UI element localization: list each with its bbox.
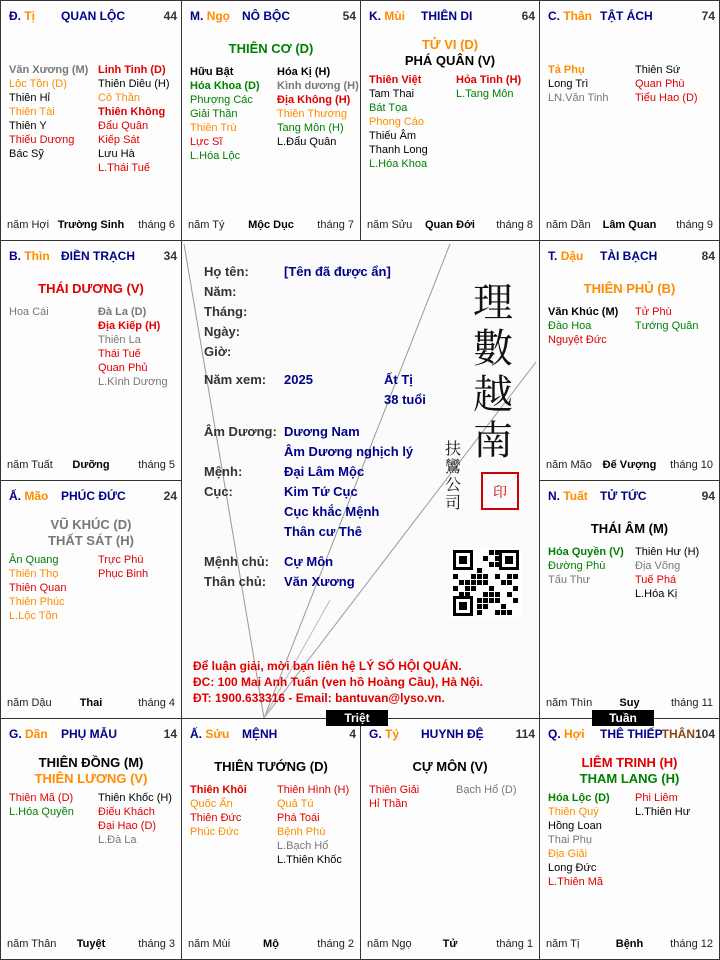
star-list-left xyxy=(190,783,247,839)
star-list-right xyxy=(98,553,148,581)
palace-stem: T. Dậu xyxy=(548,249,584,263)
minor-star: Tiểu Hao (D) xyxy=(635,92,698,104)
minor-star: Thiên Diêu (H) xyxy=(98,78,170,90)
contact-line: ĐT: 1900.633316 - Email: bantuvan@lyso.vn. xyxy=(193,691,445,705)
palace-number: 114 xyxy=(515,727,535,741)
contact-info xyxy=(193,658,483,706)
main-star: PHÁ QUÂN (V) xyxy=(404,53,496,68)
palace-name: THIÊN DI xyxy=(421,9,473,23)
palace-name: ĐIỀN TRẠCH xyxy=(61,249,135,263)
cell-month: tháng 6 xyxy=(138,219,175,231)
minor-star: Văn Khúc (M) xyxy=(548,306,619,318)
palace-stem: Ấ. Mão xyxy=(9,489,49,503)
minor-star: Hữu Bật xyxy=(190,66,234,78)
star-list-left xyxy=(369,73,428,171)
star-list-left xyxy=(548,63,609,105)
info-label: Mệnh chủ: xyxy=(204,554,269,569)
minor-star: Thiên Khốc (H) xyxy=(98,792,172,804)
seal-stamp: 印 xyxy=(481,472,519,510)
minor-star: Thiên Hư (H) xyxy=(635,546,700,558)
minor-star: Thiên Không xyxy=(98,106,166,118)
minor-star: Thiên Quan xyxy=(9,582,67,594)
cell-phase: Tử xyxy=(442,938,458,950)
cell-phase: Trường Sinh xyxy=(57,219,125,231)
minor-star: Đà La (D) xyxy=(98,306,147,318)
calligraphy-title xyxy=(473,280,513,464)
info-label: Cục: xyxy=(204,484,233,499)
minor-star: Tam Thai xyxy=(369,88,415,100)
cell-year: năm Tý xyxy=(188,219,225,231)
cell-phase: Mộc Dục xyxy=(248,219,294,231)
palace-ngo xyxy=(181,0,361,241)
palace-number: 54 xyxy=(342,9,356,23)
minor-star: Đẩu Quân xyxy=(98,120,149,132)
cell-phase: Mộ xyxy=(263,938,279,950)
star-list-right xyxy=(456,783,517,797)
cell-phase: Quan Đới xyxy=(425,219,475,231)
info-label: Năm: xyxy=(204,284,237,299)
minor-star: Tướng Quân xyxy=(635,320,699,332)
contact-line: ĐC: 100 Mai Anh Tuấn (ven hồ Hoàng Cầu), Hà Nội. xyxy=(193,675,484,689)
minor-star: Long Trì xyxy=(548,78,589,90)
minor-star: Thiên Tài xyxy=(9,106,55,118)
minor-star: L.Hóa Lộc xyxy=(190,150,241,162)
minor-star: Đường Phù xyxy=(548,560,606,572)
info-value: 2025 xyxy=(284,372,313,387)
info-value: Thân cư Thê xyxy=(284,524,363,539)
palace-suu xyxy=(181,718,361,960)
minor-star: Phong Cáo xyxy=(369,116,425,128)
minor-star: Hóa Kị (H) xyxy=(277,66,331,78)
contact-line: Để luận giải, mời bạn liên hệ LÝ SỐ HỘI QUÁN. xyxy=(193,659,462,673)
minor-star: L.Hóa Khoa xyxy=(369,158,428,170)
cell-year: năm Dần xyxy=(546,219,591,231)
minor-star: Hóa Quyền (V) xyxy=(548,546,624,558)
minor-star: Quốc Ấn xyxy=(190,798,233,810)
cell-year: năm Hợi xyxy=(7,219,50,231)
info-value: Cục khắc Mệnh xyxy=(284,504,380,519)
palace-stem: G. Tý xyxy=(369,727,400,741)
main-star: TỬ VI (D) xyxy=(421,37,479,52)
minor-star: Lưu Hà xyxy=(98,148,135,160)
star-list-right xyxy=(635,545,699,601)
star-list-right xyxy=(277,65,359,149)
palace-stem: G. Dần xyxy=(9,727,48,741)
minor-star: Địa Không (H) xyxy=(277,94,351,106)
palace-name: MỆNH xyxy=(242,727,278,741)
minor-star: Thiên Khôi xyxy=(190,784,247,796)
palace-stem: B. Thìn xyxy=(9,249,50,263)
palace-dau xyxy=(539,240,720,481)
minor-star: Lộc Tồn (D) xyxy=(9,78,67,90)
minor-star: Hoa Cái xyxy=(9,306,49,318)
palace-name: PHÚC ĐỨC xyxy=(61,489,126,503)
minor-star: Văn Xương (M) xyxy=(9,64,89,76)
minor-star: L.Hóa Kị xyxy=(635,588,678,600)
calligraphy-char: 南 xyxy=(473,418,513,464)
cell-year: năm Sửu xyxy=(367,219,413,231)
cell-month: tháng 11 xyxy=(670,697,713,709)
minor-star: Kình dương (H) xyxy=(277,80,359,92)
cell-year: năm Mùi xyxy=(188,938,231,950)
calligraphy-char: 扶 xyxy=(445,439,462,458)
cell-month: tháng 9 xyxy=(676,219,713,231)
palace-dan xyxy=(0,718,182,960)
year-name: Ất Tị xyxy=(384,372,413,387)
info-value: Đại Lâm Mộc xyxy=(284,464,365,479)
star-list-right xyxy=(277,783,349,867)
cell-month: tháng 12 xyxy=(670,938,713,950)
star-list-right xyxy=(98,791,172,847)
minor-star: Thiên Việt xyxy=(369,74,422,86)
minor-star: Thanh Long xyxy=(369,144,428,156)
palace-name: TỬ TỨC xyxy=(600,489,647,503)
info-label: Âm Dương: xyxy=(204,424,277,439)
calligraphy-char: 鸞 xyxy=(445,457,462,476)
minor-star: Tang Môn (H) xyxy=(277,122,344,134)
minor-star: Thiên Hỉ xyxy=(9,92,50,104)
tuan-label: Tuần xyxy=(592,710,654,726)
minor-star: L.Thiên Mã xyxy=(548,876,604,888)
minor-star: Tấu Thư xyxy=(548,574,591,586)
center-info-panel xyxy=(181,240,539,718)
star-list-left xyxy=(548,791,610,889)
minor-star: Thiếu Dương xyxy=(9,134,75,146)
minor-star: Bệnh Phù xyxy=(277,826,326,838)
minor-star: Thiên Hình (H) xyxy=(277,784,350,796)
palace-ty xyxy=(360,718,540,960)
main-star: THÁI DƯƠNG (V) xyxy=(38,281,144,296)
minor-star: Bạch Hổ (D) xyxy=(456,784,517,796)
minor-star: Kiếp Sát xyxy=(98,134,140,146)
minor-star: L.Thiên Hư xyxy=(635,806,691,818)
palace-number: 4 xyxy=(349,727,356,741)
palace-stem: M. Ngọ xyxy=(190,9,231,23)
minor-star: Quan Phù xyxy=(635,78,685,90)
cell-phase: Thai xyxy=(79,697,103,709)
cell-month: tháng 3 xyxy=(138,938,175,950)
calligraphy-company xyxy=(445,440,463,512)
main-star: THAM LANG (H) xyxy=(579,771,680,786)
cell-month: tháng 4 xyxy=(138,697,175,709)
minor-star: L.Đà La xyxy=(98,834,137,846)
minor-star: Thiếu Âm xyxy=(369,130,417,142)
cell-phase: Bệnh xyxy=(615,938,644,950)
palace-thin xyxy=(0,240,182,481)
cell-year: năm Ngọ xyxy=(367,938,412,950)
cell-year: năm Tuất xyxy=(7,459,53,471)
minor-star: Ân Quang xyxy=(9,554,59,566)
main-star: THIÊN TƯỚNG (D) xyxy=(214,759,328,774)
info-label: Giờ: xyxy=(204,344,232,359)
palace-mao xyxy=(0,480,182,719)
cell-year: năm Thìn xyxy=(546,697,593,709)
qr-code-icon xyxy=(451,548,521,618)
info-value: Kim Tứ Cục xyxy=(284,484,358,499)
cell-phase: Lâm Quan xyxy=(602,219,657,231)
info-label: Tháng: xyxy=(204,304,248,319)
cell-phase: Suy xyxy=(619,697,640,709)
minor-star: L.Đẩu Quân xyxy=(277,136,337,148)
palace-name: TẬT ÁCH xyxy=(600,9,653,23)
minor-star: Phục Binh xyxy=(98,568,149,580)
minor-star: Phúc Đức xyxy=(190,826,239,838)
minor-star: L.Tang Môn xyxy=(456,88,514,100)
main-star: THÁI ÂM (M) xyxy=(590,521,669,536)
minor-star: Thai Phụ xyxy=(548,834,593,846)
palace-mui xyxy=(360,0,540,241)
cell-phase: Đế Vượng xyxy=(602,459,657,471)
palace-number: 94 xyxy=(701,489,715,503)
minor-star: Bát Tọa xyxy=(369,102,408,114)
minor-star: Thiên Thương xyxy=(277,108,348,120)
minor-star: Phá Toái xyxy=(277,812,320,824)
star-list-right xyxy=(456,73,521,101)
minor-star: Thiên Đức xyxy=(190,812,242,824)
minor-star: Thiên Trù xyxy=(190,122,237,134)
minor-star: Đại Hao (D) xyxy=(98,820,157,832)
minor-star: Thiên Thọ xyxy=(9,568,59,580)
palace-name: HUYNH ĐỆ xyxy=(421,727,484,741)
star-list-left xyxy=(9,553,66,623)
minor-star: Thiên Phúc xyxy=(9,596,65,608)
palace-hoi xyxy=(539,718,720,960)
star-list-left xyxy=(548,545,624,587)
cell-year: năm Tị xyxy=(546,938,580,950)
palace-name: THÊ THIẾP xyxy=(600,727,663,741)
cell-month: tháng 8 xyxy=(496,219,533,231)
palace-number: 34 xyxy=(163,249,177,263)
minor-star: L.Thiên Khốc xyxy=(277,854,342,866)
minor-star: Long Đức xyxy=(548,862,597,874)
minor-star: L.Bạch Hổ xyxy=(277,840,329,852)
cell-month: tháng 2 xyxy=(317,938,354,950)
main-star: CỰ MÔN (V) xyxy=(412,759,488,774)
cell-phase: Tuyệt xyxy=(76,938,106,950)
palace-number: 84 xyxy=(701,249,715,263)
star-list-left xyxy=(9,791,74,819)
cell-year: năm Thân xyxy=(7,938,57,950)
cell-phase: Dưỡng xyxy=(72,459,110,471)
minor-star: Lực Sĩ xyxy=(190,136,223,148)
minor-star: Hóa Khoa (D) xyxy=(190,80,260,92)
minor-star: Địa Võng xyxy=(635,560,681,572)
palace-stem: Ấ. Sửu xyxy=(190,727,230,741)
star-list-left xyxy=(548,305,618,347)
main-star: LIÊM TRINH (H) xyxy=(581,755,678,770)
minor-star: Cô Thần xyxy=(98,92,140,104)
info-label: Năm xem: xyxy=(204,372,267,387)
calligraphy-char: 數 xyxy=(473,326,513,372)
cell-month: tháng 5 xyxy=(138,459,175,471)
minor-star: Thái Tuế xyxy=(98,348,141,360)
cell-month: tháng 1 xyxy=(496,938,533,950)
palace-than xyxy=(539,0,720,241)
calligraphy-char: 理 xyxy=(473,280,513,326)
minor-star: Đào Hoa xyxy=(548,320,592,332)
palace-number: 74 xyxy=(701,9,715,23)
cell-year: năm Mão xyxy=(546,459,592,471)
palace-stem: Đ. Tị xyxy=(9,9,36,23)
minor-star: Địa Giải xyxy=(548,848,588,860)
star-list-right xyxy=(635,791,690,819)
star-list-left xyxy=(369,783,419,811)
palace-stem: N. Tuất xyxy=(548,489,588,503)
star-list-right xyxy=(635,63,698,105)
minor-star: Tuế Phá xyxy=(635,574,677,586)
minor-star: Thiên Giải xyxy=(369,784,420,796)
main-star: THẤT SÁT (H) xyxy=(48,533,134,548)
palace-ti xyxy=(0,0,182,241)
minor-star: Thiên Sứ xyxy=(635,64,681,76)
minor-star: Điếu Khách xyxy=(98,806,155,818)
minor-star: LN.Văn Tinh xyxy=(548,92,609,104)
minor-star: Tử Phù xyxy=(635,306,672,318)
star-list-left xyxy=(9,305,49,319)
calligraphy-char: 越 xyxy=(473,372,513,418)
info-value: Dương Nam xyxy=(284,424,360,439)
minor-star: L.Thái Tuế xyxy=(98,162,150,174)
minor-star: Hỉ Thần xyxy=(369,798,408,810)
star-list-left xyxy=(9,63,88,161)
minor-star: L.Kình Dương xyxy=(98,376,168,388)
palace-name: TÀI BẠCH xyxy=(600,249,658,263)
minor-star: Quan Phủ xyxy=(98,362,148,374)
palace-stem: K. Mùi xyxy=(369,9,406,23)
palace-number: 64 xyxy=(521,9,535,23)
palace-number: 44 xyxy=(163,9,177,23)
info-value: Âm Dương nghịch lý xyxy=(284,444,414,459)
info-label: Ngày: xyxy=(204,324,241,339)
main-star: THIÊN PHỦ (B) xyxy=(583,281,676,296)
minor-star: Linh Tinh (D) xyxy=(98,64,166,76)
palace-number: 104 xyxy=(694,727,715,741)
minor-star: Thiên Mã (D) xyxy=(9,792,74,804)
info-value: [Tên đã được ẩn] xyxy=(284,264,391,279)
cell-year: năm Dậu xyxy=(7,697,52,709)
minor-star: Hỏa Tinh (H) xyxy=(456,74,522,86)
minor-star: Trực Phù xyxy=(98,554,144,566)
age: 38 tuổi xyxy=(384,392,426,407)
minor-star: Địa Kiếp (H) xyxy=(98,320,161,332)
palace-tuat xyxy=(539,480,720,719)
palace-stem: Q. Hợi xyxy=(548,727,585,741)
palace-number: 24 xyxy=(163,489,177,503)
minor-star: L.Lộc Tồn xyxy=(9,610,58,622)
star-list-right xyxy=(98,63,170,175)
minor-star: Quả Tú xyxy=(277,798,314,810)
calligraphy-char: 公 xyxy=(445,475,462,494)
info-value: Văn Xương xyxy=(284,574,355,589)
triet-label: Triệt xyxy=(326,710,388,726)
minor-star: Phi Liêm xyxy=(635,792,678,804)
minor-star: Tả Phụ xyxy=(548,64,585,76)
info-label: Họ tên: xyxy=(204,264,249,279)
info-label: Thân chủ: xyxy=(204,574,267,589)
minor-star: Hóa Lộc (D) xyxy=(548,792,610,804)
palace-number: 14 xyxy=(163,727,177,741)
palace-name: QUAN LỘC xyxy=(61,9,125,23)
minor-star: Thiên Y xyxy=(9,120,47,132)
than-marker: THÂN xyxy=(661,727,695,741)
star-list-right xyxy=(98,305,168,389)
calligraphy-char: 司 xyxy=(445,493,462,512)
minor-star: Thiên La xyxy=(98,334,141,346)
palace-name: PHỤ MẪU xyxy=(61,727,117,741)
info-label: Mệnh: xyxy=(204,464,243,479)
cell-month: tháng 10 xyxy=(670,459,713,471)
star-list-right xyxy=(635,305,699,333)
main-star: VŨ KHÚC (D) xyxy=(50,517,132,532)
palace-name: NÔ BỘC xyxy=(242,9,290,23)
minor-star: Phượng Các xyxy=(190,94,253,106)
main-star: THIÊN LƯƠNG (V) xyxy=(34,771,148,786)
palace-stem: C. Thân xyxy=(548,9,593,23)
main-star: THIÊN ĐỒNG (M) xyxy=(38,755,144,770)
star-list-left xyxy=(190,65,260,163)
info-value: Cự Môn xyxy=(284,554,334,569)
minor-star: Thiên Quý xyxy=(548,806,599,818)
minor-star: Bác Sỹ xyxy=(9,148,44,160)
minor-star: Giải Thần xyxy=(190,108,238,120)
main-star: THIÊN CƠ (D) xyxy=(228,41,314,56)
cell-month: tháng 7 xyxy=(317,219,354,231)
minor-star: Hồng Loan xyxy=(548,820,602,832)
minor-star: L.Hóa Quyền xyxy=(9,806,74,818)
minor-star: Nguyệt Đức xyxy=(548,334,607,346)
